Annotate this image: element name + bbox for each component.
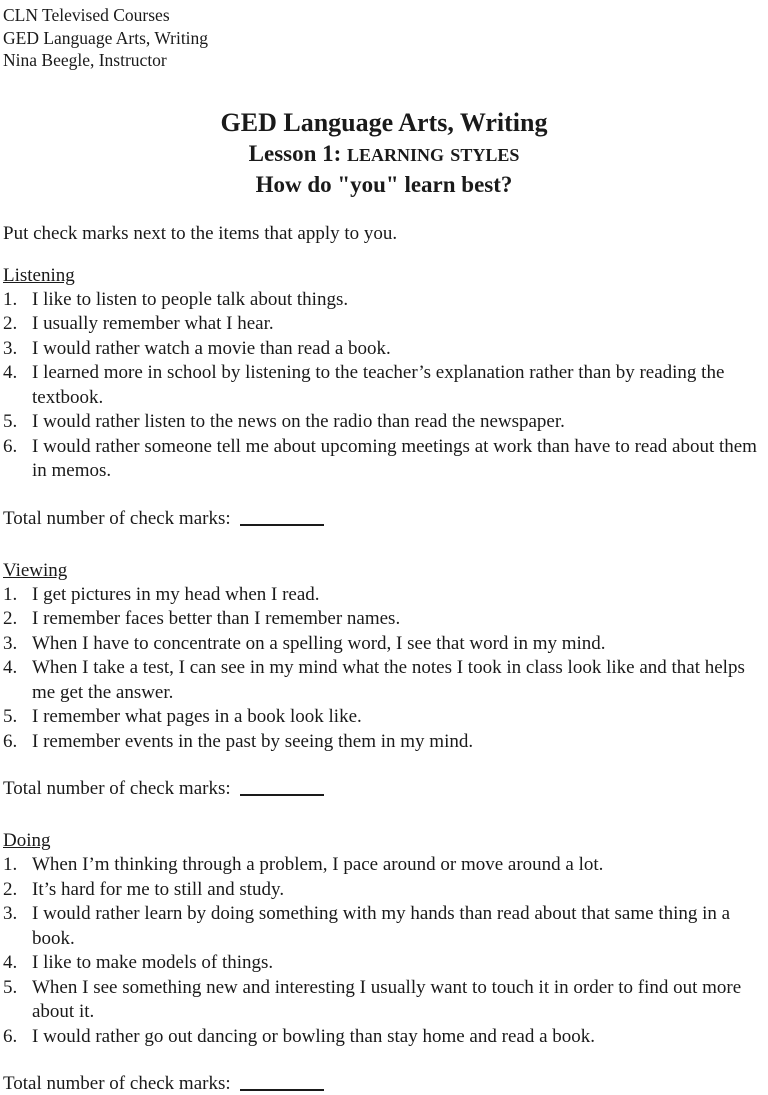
total-line-viewing — [3, 777, 765, 800]
item-list-listening — [3, 288, 765, 484]
total-label: Total number of check marks: — [3, 778, 231, 799]
list-item[interactable] — [3, 878, 765, 903]
list-item[interactable] — [3, 632, 765, 657]
list-item[interactable] — [3, 705, 765, 730]
list-item[interactable] — [3, 607, 765, 632]
header-line-subject: GED Language Arts, Writing — [3, 27, 209, 48]
item-text: I would rather listen to the news on the radio than read the newspaper. — [32, 411, 565, 432]
item-number: 4. — [3, 362, 18, 383]
item-text: I get pictures in my head when I read. — [32, 583, 320, 605]
total-label: Total number of check marks: — [3, 1073, 231, 1094]
total-blank-field[interactable] — [240, 794, 324, 796]
instructions-text: Put check marks next to the items that apply to you. — [3, 222, 398, 244]
item-number: 5. — [3, 411, 18, 432]
item-number: 3. — [3, 337, 18, 359]
item-number: 4. — [3, 952, 18, 973]
header-line-course: CLN Televised Courses — [3, 5, 170, 25]
section-heading-doing: Doing — [3, 830, 51, 851]
total-line-listening — [3, 507, 765, 530]
item-number: 1. — [3, 288, 18, 310]
item-number: 1. — [3, 583, 18, 605]
item-number: 3. — [3, 903, 18, 924]
list-item[interactable] — [3, 902, 765, 951]
lesson-topic: learning styles — [347, 139, 520, 167]
item-text: When I take a test, I can see in my mind what the notes I took in class look like and that helps me get the answer. — [32, 657, 745, 703]
item-number: 3. — [3, 632, 18, 654]
item-text: I learned more in school by listening to the teacher’s explanation rather than by reading the textbook. — [32, 362, 725, 408]
section-heading-listening: Listening — [3, 264, 75, 286]
item-number: 1. — [3, 854, 18, 875]
item-text: I would rather learn by doing something with my hands than read about that same thing in a book. — [32, 903, 731, 949]
list-item[interactable] — [3, 583, 765, 608]
document-header — [3, 3, 765, 72]
item-number: 6. — [3, 730, 18, 752]
list-item[interactable] — [3, 312, 765, 337]
item-number: 5. — [3, 706, 18, 727]
item-list-doing — [3, 853, 765, 1049]
item-text: It’s hard for me to still and study. — [32, 878, 285, 900]
item-number: 2. — [3, 608, 18, 629]
item-number: 2. — [3, 313, 18, 334]
item-text: I would rather go out dancing or bowling than stay home and read a book. — [32, 1025, 595, 1047]
section-heading-viewing: Viewing — [3, 559, 68, 581]
item-text: I remember events in the past by seeing them in my mind. — [32, 730, 474, 752]
section-listening — [3, 264, 765, 530]
list-item[interactable] — [3, 951, 765, 976]
list-item[interactable] — [3, 730, 765, 755]
lesson-question: How do "you" learn best? — [255, 171, 513, 197]
item-list-viewing — [3, 583, 765, 755]
list-item[interactable] — [3, 853, 765, 878]
total-label: Total number of check marks: — [3, 507, 231, 529]
item-number: 6. — [3, 1025, 18, 1047]
lesson-title — [3, 139, 765, 169]
item-number: 6. — [3, 435, 18, 457]
item-text: I remember faces better than I remember names. — [32, 608, 401, 629]
list-item[interactable] — [3, 976, 765, 1025]
item-number: 5. — [3, 976, 18, 998]
item-text: When I have to concentrate on a spelling word, I see that word in my mind. — [32, 632, 606, 654]
lesson-label: Lesson 1: — [248, 140, 342, 166]
total-blank-field[interactable] — [240, 1089, 324, 1091]
list-item[interactable] — [3, 410, 765, 435]
item-text: I remember what pages in a book look like. — [32, 706, 362, 727]
list-item[interactable] — [3, 656, 765, 705]
item-text: I would rather someone tell me about upcoming meetings at work than have to read about them in memos. — [32, 435, 757, 481]
list-item[interactable] — [3, 435, 765, 484]
section-viewing — [3, 559, 765, 801]
list-item[interactable] — [3, 361, 765, 410]
total-line-doing — [3, 1072, 765, 1095]
item-text: I like to listen to people talk about things. — [32, 288, 349, 310]
item-text: I would rather watch a movie than read a book. — [32, 337, 391, 359]
title-block — [3, 107, 765, 200]
document-title: GED Language Arts, Writing — [220, 107, 548, 137]
item-number: 4. — [3, 657, 18, 678]
item-number: 2. — [3, 878, 18, 900]
item-text: I like to make models of things. — [32, 952, 274, 973]
list-item[interactable] — [3, 1025, 765, 1050]
header-line-instructor: Nina Beegle, Instructor — [3, 50, 167, 70]
section-doing — [3, 829, 765, 1095]
item-text: I usually remember what I hear. — [32, 313, 274, 334]
item-text: When I see something new and interesting I usually want to touch it in order to find out more about it. — [32, 976, 742, 1022]
list-item[interactable] — [3, 288, 765, 313]
list-item[interactable] — [3, 337, 765, 362]
total-blank-field[interactable] — [240, 524, 324, 526]
item-text: When I’m thinking through a problem, I pace around or move around a lot. — [32, 854, 604, 875]
